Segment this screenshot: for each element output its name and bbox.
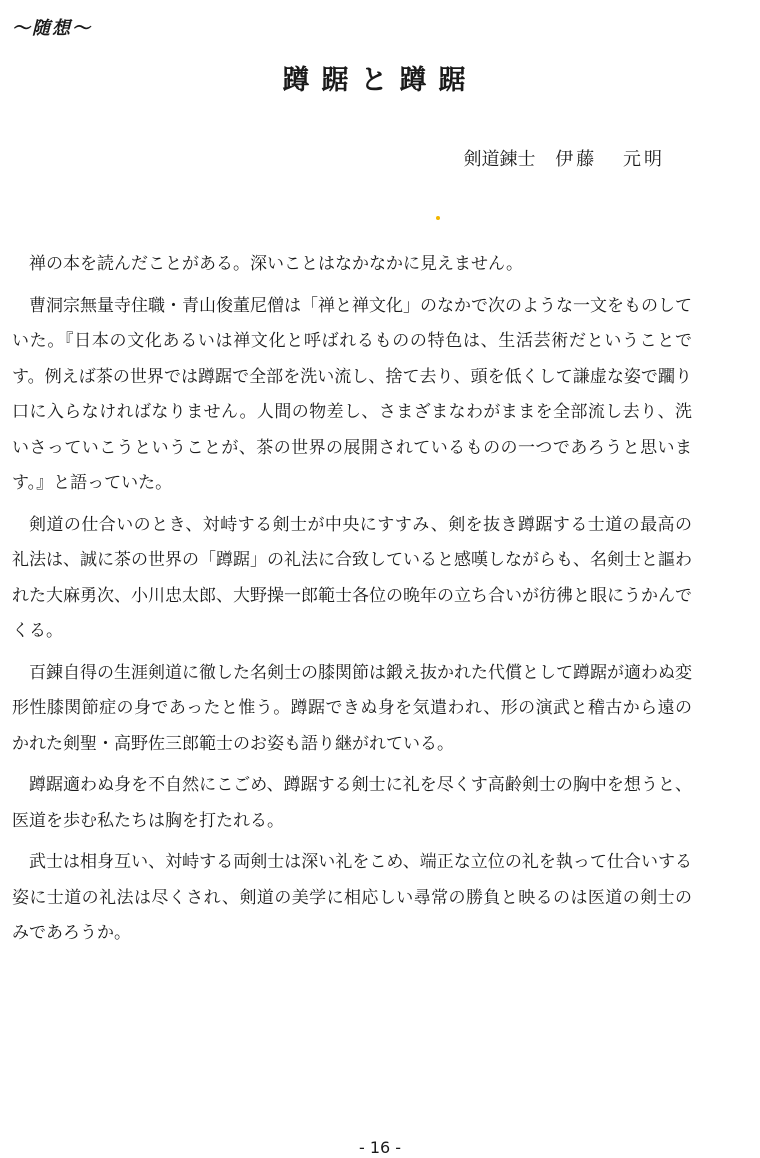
author-surname: 伊藤 [555, 149, 598, 170]
paragraph: 百錬自得の生涯剣道に徹した名剣士の膝関節は鍛え抜かれた代償として蹲踞が適わぬ変形性膝関節症の身であったと惟う。蹲踞できぬ身を気遣われ、形の演武と稽古から遠のかれた剣聖・高野佐三郎範士のお姿も語り継がれている。 [12, 662, 692, 754]
decorative-dot [436, 216, 440, 220]
page-number: - 16 - [358, 1138, 402, 1157]
essay-body [12, 247, 692, 958]
author-rank: 剣道錬士 [463, 149, 536, 170]
paragraph: 武士は相身互い、対峙する両剣士は深い礼をこめ、端正な立位の礼を執って仕合いする姿に士道の礼法は尽くされ、剣道の美学に相応しい尋常の勝負と映るのは医道の剣士のみであろうか。 [12, 852, 692, 943]
paragraph: 曹洞宗無量寺住職・青山俊董尼僧は「禅と禅文化」のなかで次のような一文をものしていた。『日本の文化あるいは禅文化と呼ばれるものの特色は、生活芸術だということです。例えば茶の世界では蹲踞で全部を洗い流し、捨て去り、頭を低くして謙虚な姿で躙り口に入らなければなりません。人間の物差し、さまざまなわがままを全部流し去り、洗いさっていこうということが、茶の世界の展開されているものの一つであろうと思います。』と語っていた。 [12, 295, 692, 493]
paragraph: 剣道の仕合いのとき、対峙する剣士が中央にすすみ、剣を抜き蹲踞する士道の最高の礼法は、誠に茶の世界の「蹲踞」の礼法に合致していると感嘆しながらも、名剣士と謳われた大麻勇次、小川忠太郎、大野操一郎範士各位の晩年の立ち合いが彷彿と眼にうかんでくる。 [12, 514, 692, 641]
paragraph: 蹲踞適わぬ身を不自然にこごめ、蹲踞する剣士に礼を尽くす高齢剣士の胸中を想うと、医道を歩む私たちは胸を打たれる。 [12, 775, 692, 831]
page-title: 蹲踞と蹲踞 [282, 65, 478, 96]
series-label: ～随想～ [12, 18, 92, 39]
author-given-name: 元明 [623, 149, 665, 170]
author-byline [464, 145, 665, 171]
paragraph: 禅の本を読んだことがある。深いことはなかなかに見えません。 [29, 254, 524, 274]
